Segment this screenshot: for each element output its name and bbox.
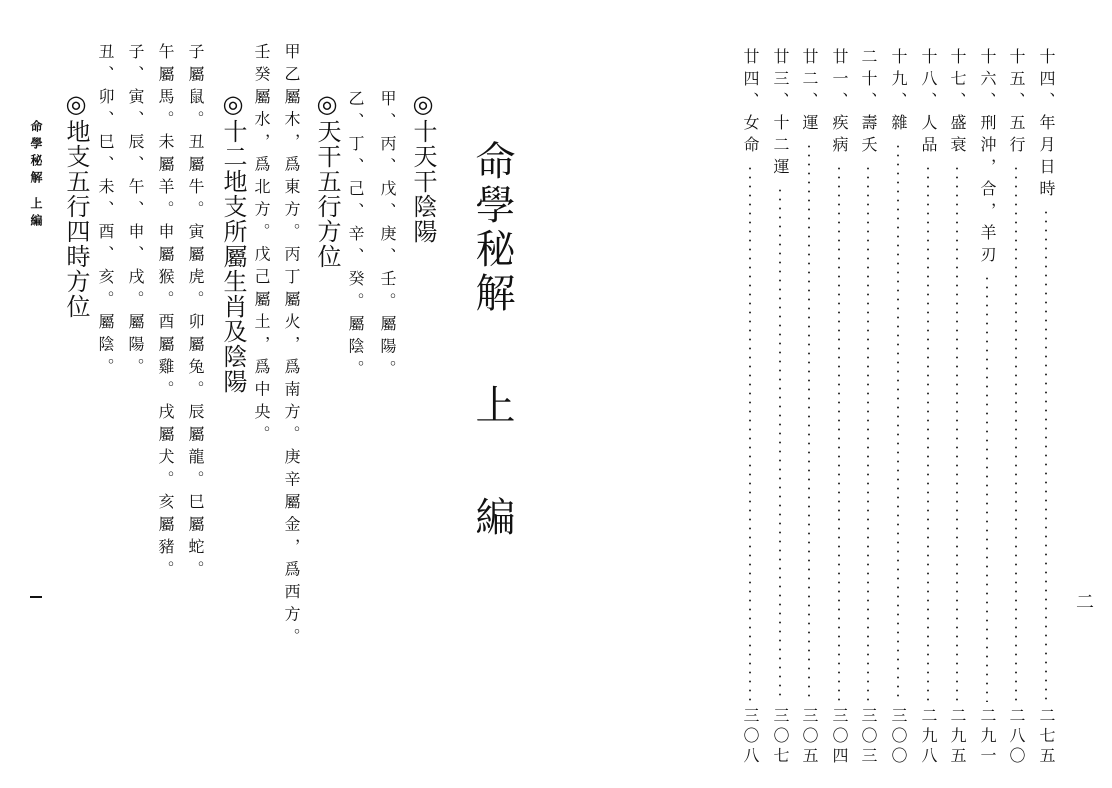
toc-entry-title: 十九、雜	[889, 48, 908, 136]
toc-entry-page: 三〇五	[800, 707, 819, 767]
section-heading-dizhi-wuxing: ◎地支五行四時方位	[62, 90, 90, 319]
toc-leader-dots	[1045, 208, 1047, 702]
toc-leader-dots	[956, 164, 958, 702]
book-title-part: 上	[469, 384, 515, 428]
body-line: 乙、丁、己、辛、癸。屬陰。	[346, 90, 365, 383]
toc-entry-title: 十八、人品	[919, 48, 938, 158]
book-title-main: 命學秘解	[469, 140, 515, 316]
section-heading-dizhi-shengxiao: ◎十二地支所屬生肖及陰陽	[219, 90, 247, 394]
body-line: 甲、丙、戊、庚、壬。屬陽。	[378, 90, 397, 383]
body-line: 甲乙屬木，爲東方。丙丁屬火，爲南方。庚辛屬金，爲西方。	[282, 43, 301, 651]
toc-entry-title: 二十、壽夭	[859, 48, 878, 158]
toc-entry-page: 二九八	[919, 707, 938, 767]
toc-entry-title: 廿二、運	[800, 48, 819, 136]
toc-leader-dots	[749, 164, 751, 702]
page-number-left	[30, 596, 42, 598]
body-line: 午屬馬。未屬羊。申屬猴。酉屬雞。戌屬犬。亥屬豬。	[156, 43, 175, 583]
page-number-right: 二	[1073, 592, 1094, 610]
toc-entry-page: 三〇四	[830, 707, 849, 767]
toc-entry-page: 三〇七	[771, 707, 790, 767]
toc-entry-page: 二九五	[948, 707, 967, 767]
toc-leader-dots	[779, 186, 781, 702]
toc-leader-dots	[927, 164, 929, 702]
toc-entry-title: 廿四、女命	[741, 48, 760, 158]
toc-leader-dots	[897, 142, 899, 702]
toc-entry-page: 三〇三	[859, 707, 878, 767]
section-heading-tiangan-wuxing: ◎天干五行方位	[313, 90, 341, 269]
toc-leader-dots	[986, 274, 988, 702]
toc-entry-page: 二八〇	[1007, 707, 1026, 767]
toc-leader-dots	[808, 142, 810, 702]
body-line: 丑、卯、巳、未、酉、亥。屬陰。	[96, 43, 115, 381]
toc-entry-page: 二九一	[978, 707, 997, 767]
running-head: 命學秘解 上編	[29, 120, 43, 232]
toc-entry-page: 二七五	[1037, 707, 1056, 767]
body-line: 壬癸屬水，爲北方。戊己屬土，爲中央。	[252, 43, 271, 448]
toc-entry-title: 十五、五行	[1007, 48, 1026, 158]
toc-leader-dots	[1015, 164, 1017, 702]
toc-leader-dots	[838, 164, 840, 702]
toc-entry-title: 十六、刑沖，合，羊刃	[978, 48, 997, 268]
toc-entry-title: 十七、盛衰	[948, 48, 967, 158]
toc-entry-title: 廿三、十二運	[771, 48, 790, 180]
body-line: 子屬鼠。丑屬牛。寅屬虎。卯屬兔。辰屬龍。巳屬蛇。	[186, 43, 205, 583]
body-line: 子、寅、辰、午、申、戌。屬陽。	[126, 43, 145, 381]
toc-entry-page: 三〇〇	[889, 707, 908, 767]
section-heading-tiangan-yinyang: ◎十天干陰陽	[409, 90, 437, 244]
toc-entry-page: 三〇八	[741, 707, 760, 767]
toc-entry-title: 廿一、疾病	[830, 48, 849, 158]
toc-leader-dots	[867, 164, 869, 702]
toc-entry-title: 十四、年月日時	[1037, 48, 1056, 202]
book-title	[469, 140, 515, 540]
book-title-volume: 編	[469, 496, 515, 540]
